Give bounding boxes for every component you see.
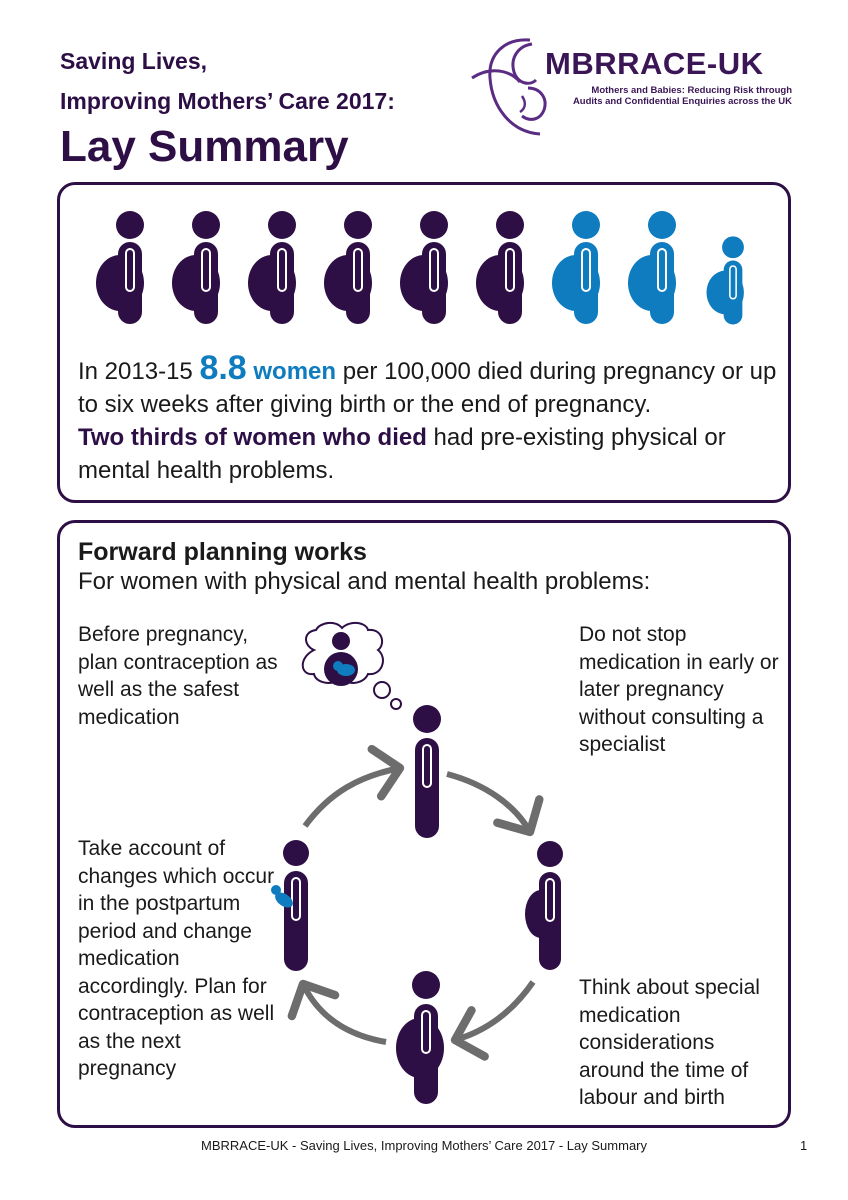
arrow-labour-to-birth (455, 982, 533, 1040)
report-line-2: Improving Mothers’ Care 2017: (60, 88, 395, 114)
step-during-pregnancy: Do not stop medication in early or later pregnancy without consulting a specialist (579, 623, 779, 756)
page-number: 1 (800, 1138, 808, 1153)
heavily-pregnant-woman-icon (394, 970, 454, 1110)
step-labour: Think about special medication considerations around the time of labour and birth (579, 976, 760, 1109)
woman-holding-baby-icon (270, 838, 320, 973)
stat-prefix: In 2013-15 (78, 358, 200, 385)
step-postpartum: Take account of changes which occur in the postpartum period and change medication accordingly. Plan for contraception as well as the next pregnancy (78, 837, 275, 1080)
woman-icon (407, 704, 447, 844)
forward-planning-title: Forward planning works (78, 538, 367, 566)
step-before-pregnancy: Before pregnancy, plan contraception as well as the safest medication (78, 623, 278, 729)
arrow-before-to-during (305, 768, 400, 826)
forward-planning-subtitle: For women with physical and mental health problems: (78, 568, 651, 595)
footer-text: MBRRACE-UK - Saving Lives, Improving Mothers’ Care 2017 - Lay Summary (201, 1138, 647, 1153)
arrow-during-to-labour (447, 774, 530, 832)
logo-subtitle-line-1: Mothers and Babies: Reducing Risk through (591, 85, 792, 96)
logo-subtitle-line-2: Audits and Confidential Enquiries across the UK (572, 96, 792, 107)
stat-rest: per 100,000 died during pregnancy or up to six weeks after giving birth or the end of pregnancy. (78, 358, 777, 418)
stat-women: women (246, 358, 337, 385)
page-title: Lay Summary (60, 122, 349, 171)
pregnant-woman-icon (525, 840, 575, 970)
arrow-birth-to-postpartum (303, 984, 386, 1042)
stat-bold-part: Two thirds of women who died (78, 424, 427, 451)
logo-name: MBRRACE-UK (545, 46, 764, 81)
stat-tail: had pre-existing physical or mental health problems. (78, 424, 726, 484)
report-line-1: Saving Lives, (60, 48, 208, 74)
death-rate: 8.8 (199, 349, 247, 387)
